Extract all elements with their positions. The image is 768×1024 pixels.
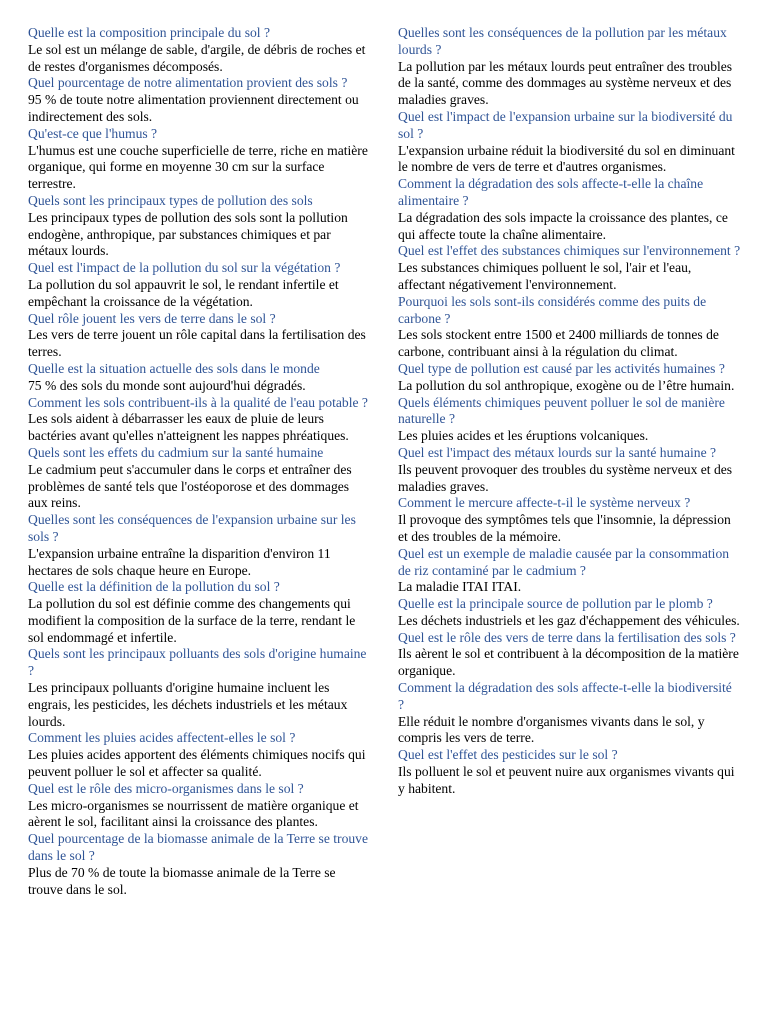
qa-item — [28, 579, 371, 646]
answer-text: Ils polluent le sol et peuvent nuire aux organismes vivants qui y habitent. — [398, 764, 735, 796]
answer-text: L'expansion urbaine entraîne la disparition d'environ 11 hectares de sols chaque heure en Europe. — [28, 545, 331, 578]
question-text: Quel est l'effet des substances chimiques sur l'environnement ? — [398, 243, 741, 259]
question-text: Quel est un exemple de maladie causée par la consommation de riz contaminé par le cadmium ? — [398, 545, 730, 578]
answer-text: La pollution du sol est définie comme des changements qui modifient la composition de la surface de la terre, rendant le sol endommagé et infertile. — [28, 596, 356, 645]
question-text: Quels sont les principaux polluants des sols d'origine humaine ? — [28, 646, 367, 679]
answer-text: La pollution par les métaux lourds peut entraîner des troubles de la santé, comme des dommages au système nerveux et des maladies graves. — [398, 58, 733, 108]
answer-text: Les déchets industriels et les gaz d'échappement des véhicules. — [398, 612, 740, 628]
answer-text: La pollution du sol anthropique, exogène ou de l’être humain. — [398, 377, 735, 393]
qa-item — [398, 243, 741, 293]
qa-item — [398, 680, 741, 747]
answer-text: La dégradation des sols impacte la croissance des plantes, ce qui affecte toute la chaîne alimentaire. — [398, 209, 728, 242]
qa-item — [28, 126, 371, 193]
qa-item — [28, 193, 371, 260]
qa-item — [398, 176, 741, 243]
question-text: Quel est l'impact des métaux lourds sur la santé humaine ? — [398, 444, 717, 460]
qa-item — [398, 294, 741, 361]
qa-item — [398, 361, 741, 395]
answer-text: Le cadmium peut s'accumuler dans le corps et entraîner des problèmes de santé tels que l'ostéoporose et des dommages aux reins. — [28, 461, 352, 511]
answer-text: Les principaux polluants d'origine humaine incluent les engrais, les pesticides, les déchets industriels et les métaux lourds. — [28, 680, 348, 729]
qa-item — [28, 361, 371, 395]
qa-item — [28, 25, 371, 75]
qa-item — [28, 395, 371, 445]
question-text: Quel type de pollution est causé par les activités humaines ? — [398, 360, 725, 376]
qa-item — [28, 730, 371, 780]
qa-item — [28, 445, 371, 512]
left-column — [28, 25, 371, 898]
qa-item — [28, 75, 371, 125]
question-text: Quelles sont les conséquences de la pollution par les métaux lourds ? — [398, 25, 727, 57]
question-text: Quelle est la situation actuelle des sols dans le monde — [28, 360, 320, 376]
question-text: Quelles sont les conséquences de l'expansion urbaine sur les sols ? — [28, 512, 356, 544]
question-text: Quel est le rôle des micro-organismes dans le sol ? — [28, 780, 304, 796]
question-text: Comment la dégradation des sols affecte-t-elle la chaîne alimentaire ? — [398, 176, 704, 208]
qa-item — [398, 25, 741, 109]
answer-text: Ils aèrent le sol et contribuent à la décomposition de la matière organique. — [398, 646, 739, 679]
answer-text: Les vers de terre jouent un rôle capital dans la fertilisation des terres. — [28, 327, 366, 360]
question-text: Quelle est la principale source de pollution par le plomb ? — [398, 596, 713, 612]
answer-text: La pollution du sol appauvrit le sol, le rendant infertile et empêchant la croissance de la végétation. — [28, 276, 339, 309]
question-text: Quel pourcentage de la biomasse animale de la Terre se trouve dans le sol ? — [28, 831, 369, 864]
question-text: Comment les pluies acides affectent-elles le sol ? — [28, 730, 296, 746]
qa-item — [28, 512, 371, 579]
qa-item — [398, 445, 741, 495]
question-text: Quel est l'impact de la pollution du sol sur la végétation ? — [28, 260, 341, 276]
qa-item — [398, 546, 741, 596]
answer-text: 75 % des sols du monde sont aujourd'hui dégradés. — [28, 377, 306, 393]
question-text: Pourquoi les sols sont-ils considérés comme des puits de carbone ? — [398, 293, 707, 326]
qa-item — [398, 395, 741, 445]
question-text: Quels éléments chimiques peuvent polluer le sol de manière naturelle ? — [398, 394, 725, 427]
answer-text: L'humus est une couche superficielle de terre, riche en matière organique, qui forme en moyenne 30 cm sur la surface terrestre. — [28, 142, 368, 192]
answer-text: Ils peuvent provoquer des troubles du système nerveux et des maladies graves. — [398, 461, 733, 494]
question-text: Quel rôle jouent les vers de terre dans le sol ? — [28, 310, 276, 326]
qa-item — [28, 646, 371, 730]
qa-item — [28, 781, 371, 831]
answer-text: Les pluies acides et les éruptions volcaniques. — [398, 428, 649, 444]
question-text: Quels sont les principaux types de pollution des sols — [28, 192, 313, 208]
qa-item — [28, 260, 371, 310]
question-text: Quel est l'effet des pesticides sur le sol ? — [398, 747, 618, 763]
question-text: Comment la dégradation des sols affecte-t-elle la biodiversité ? — [398, 680, 732, 712]
answer-text: Les substances chimiques polluent le sol, l'air et l'eau, affectant négativement l'environnement. — [398, 260, 692, 292]
question-text: Qu'est-ce que l'humus ? — [28, 125, 158, 141]
answer-text: Les pluies acides apportent des éléments chimiques nocifs qui peuvent polluer le sol et affecter sa qualité. — [28, 747, 366, 780]
answer-text: Les sols aident à débarrasser les eaux de pluie de leurs bactéries avant qu'elles n'atteignent les nappes phréatiques. — [28, 411, 349, 444]
answer-text: Elle réduit le nombre d'organismes vivants dans le sol, y compris les vers de terre. — [398, 713, 705, 746]
answer-text: Le sol est un mélange de sable, d'argile, de débris de roches et de restes d'organismes décomposés. — [28, 41, 366, 74]
question-text: Quel est le rôle des vers de terre dans la fertilisation des sols ? — [398, 629, 736, 645]
qa-item — [398, 109, 741, 176]
answer-text: L'expansion urbaine réduit la biodiversité du sol en diminuant le nombre de vers de terre et d'autres organismes. — [398, 142, 735, 175]
question-text: Quelle est la définition de la pollution du sol ? — [28, 579, 280, 595]
qa-item — [398, 495, 741, 545]
question-text: Quelle est la composition principale du sol ? — [28, 25, 270, 40]
question-text: Comment les sols contribuent-ils à la qualité de l'eau potable ? — [28, 394, 368, 410]
question-text: Quel est l'impact de l'expansion urbaine sur la biodiversité du sol ? — [398, 108, 733, 141]
answer-text: La maladie ITAI ITAI. — [398, 579, 522, 595]
answer-text: Les micro-organismes se nourrissent de matière organique et aèrent le sol, facilitant ainsi la croissance des plantes. — [28, 797, 359, 830]
question-text: Quels sont les effets du cadmium sur la santé humaine — [28, 444, 324, 460]
qa-item — [398, 747, 741, 797]
qa-item — [398, 630, 741, 680]
question-text: Comment le mercure affecte-t-il le système nerveux ? — [398, 495, 691, 511]
answer-text: Les principaux types de pollution des sols sont la pollution endogène, anthropique, par substances chimiques et par métaux lourds. — [28, 209, 348, 259]
qa-item — [398, 596, 741, 630]
answer-text: Les sols stockent entre 1500 et 2400 milliards de tonnes de carbone, contribuant ainsi à la régulation du climat. — [398, 327, 719, 360]
qa-item — [28, 831, 371, 898]
qa-item — [28, 311, 371, 361]
question-text: Quel pourcentage de notre alimentation provient des sols ? — [28, 75, 348, 91]
answer-text: 95 % de toute notre alimentation proviennent directement ou indirectement des sols. — [28, 92, 359, 124]
right-column — [398, 25, 741, 798]
answer-text: Il provoque des symptômes tels que l'insomnie, la dépression et des troubles de la mémoire. — [398, 512, 731, 544]
answer-text: Plus de 70 % de toute la biomasse animale de la Terre se trouve dans le sol. — [28, 864, 336, 897]
